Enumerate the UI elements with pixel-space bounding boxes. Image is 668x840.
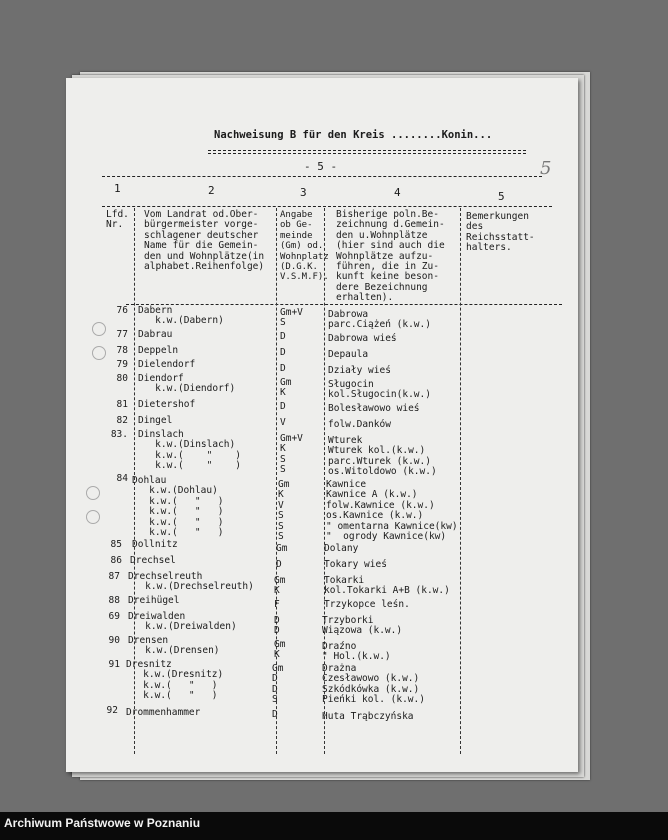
row-88-nr: 88 <box>108 595 120 606</box>
column-number-3: 3 <box>300 186 307 199</box>
row-76-nr: 76 <box>116 305 128 316</box>
row-79-nr: 79 <box>116 359 128 370</box>
row-83-type: Gm+V K S S <box>280 433 303 476</box>
handwritten-page-number: 5 <box>540 158 552 179</box>
row-80-german: Diendorf k.w.(Diendorf) <box>138 373 236 395</box>
header-german-name: Vom Landrat od.Ober- bürgermeister vorge- schlagener deutscher Name für die Gemein- den und Wohnplätze(in alphabet.Reihenfolge) <box>144 209 265 273</box>
row-81-polish: Bolesławowo wieś <box>328 403 420 414</box>
row-92-type: D <box>272 709 278 720</box>
row-79-type: D <box>280 363 286 374</box>
row-83-nr: 83. <box>110 429 128 440</box>
row-80-nr: 80 <box>116 373 128 384</box>
column-number-1: 1 <box>114 182 121 195</box>
row-78-polish: Depaula <box>328 349 369 360</box>
header-type: Angabe ob Ge- meinde (Gm) od. Wohnplatz (D.G.K. V.S.M.F). <box>280 210 329 283</box>
document-sheet <box>66 78 578 772</box>
page-marker: - 5 - <box>304 160 338 173</box>
row-92-nr: 92 <box>106 705 118 716</box>
row-83-german: Dinslach k.w.(Dinslach) k.w.( " ) k.w.( " ) <box>138 429 241 472</box>
row-87-nr: 87 <box>108 571 120 582</box>
row-69-german: Dreiwalden k.w.(Dreiwalden) <box>128 611 237 633</box>
header-bottom-rule <box>126 304 562 305</box>
row-87-polish: Tokarki kol.Tokarki A+B (k.w.) <box>324 575 450 597</box>
row-78-nr: 78 <box>116 345 128 356</box>
row-82-type: V <box>280 417 286 428</box>
row-90-nr: 90 <box>108 635 120 646</box>
title-underline <box>208 150 526 151</box>
row-77-german: Dabrau <box>138 329 173 340</box>
punch-hole-4 <box>86 510 100 524</box>
row-91-nr: 91 <box>108 659 120 670</box>
row-88-german: Dreihügel <box>128 595 180 606</box>
row-82-nr: 82 <box>116 415 128 426</box>
column-divider-4 <box>460 208 461 754</box>
row-76-type: Gm+V S <box>280 307 303 329</box>
row-78-german: Deppeln <box>138 345 179 356</box>
row-85-german: Dollnitz <box>132 539 178 550</box>
punch-hole-3 <box>86 486 100 500</box>
row-91-german: Dresnitz k.w.(Dresnitz) k.w.( " ) k.w.( " ) <box>126 659 224 702</box>
row-91-polish: Drażna Czesławowo (k.w.) Szkódkówka (k.w.) Pieńki kol. (k.w.) <box>322 663 425 706</box>
row-79-polish: Działy wieś <box>328 365 391 376</box>
row-69-polish: Trzyborki Wiązowa (k.w.) <box>322 615 403 637</box>
row-92-polish: Huta Trąbczyńska <box>322 711 414 722</box>
row-86-nr: 86 <box>110 555 122 566</box>
row-84-german: Dohlau k.w.(Dohlau) k.w.( " ) k.w.( " ) k.w.( " ) k.w.( " ) <box>132 475 224 539</box>
row-85-nr: 85 <box>110 539 122 550</box>
row-82-german: Dingel <box>138 415 173 426</box>
row-90-german: Drensen k.w.(Drensen) <box>128 635 220 657</box>
row-76-german: Dabern k.w.(Dabern) <box>138 305 224 327</box>
row-84-type: Gm K V S S S <box>278 479 290 543</box>
row-81-german: Dietershof <box>138 399 196 410</box>
row-87-german: Drechselreuth k.w.(Drechselreuth) <box>128 571 254 593</box>
row-85-polish: Dolany <box>324 543 359 554</box>
row-81-type: D <box>280 401 286 412</box>
row-82-polish: folw.Danków <box>328 419 391 430</box>
column-number-rule <box>102 206 552 207</box>
table-top-rule <box>102 176 542 177</box>
title-underline-2 <box>208 153 526 154</box>
row-86-type: D <box>276 559 282 570</box>
row-84-nr: 84 <box>116 473 128 484</box>
row-91-type: Gm D D S <box>272 663 284 706</box>
row-80-type: Gm K <box>280 377 292 399</box>
row-83-polish: Wturek Wturek kol.(k.w.) parc.Wturek (k.w.) os.Witoldowo (k.w.) <box>328 435 437 478</box>
row-88-polish: Trzykopce leśn. <box>324 599 410 610</box>
row-90-type: Gm K <box>274 639 286 661</box>
header-remarks: Bemerkungen des Reichsstatt- halters. <box>466 211 535 254</box>
row-77-polish: Dabrowa wieś <box>328 333 397 344</box>
document-title: Nachweisung B für den Kreis ........Konin... <box>214 129 493 141</box>
column-number-2: 2 <box>208 184 215 197</box>
column-number-5: 5 <box>498 190 505 203</box>
row-86-german: Drechsel <box>130 555 176 566</box>
column-number-4: 4 <box>394 186 401 199</box>
row-84-polish: Kawnice Kawnice A (k.w.) folw.Kawnice (k.w.) os.Kawnice (k.w.) " omentarna Kawnice(kw) " ogrody Kawnice(kw) <box>326 479 458 543</box>
row-69-type: D D <box>274 615 280 637</box>
header-polish-name: Bisherige poln.Be- zeichnung d.Gemein- den u.Wohnplätze (hier sind auch die Wohnplätze aufzu- führen, die in Zu- kunft keine beson- dere Bezeichnung erhalten). <box>336 209 445 304</box>
row-88-type: F <box>274 599 280 610</box>
row-92-german: Drommenhammer <box>126 707 201 718</box>
row-69-nr: 69 <box>108 611 120 622</box>
row-79-german: Dielendorf <box>138 359 196 370</box>
row-77-type: D <box>280 331 286 342</box>
row-86-polish: Tokary wieś <box>324 559 387 570</box>
row-76-polish: Dabrowa parc.Ciążeń (k.w.) <box>328 309 431 331</box>
archive-footer-label: Archiwum Państwowe w Poznaniu <box>4 816 201 830</box>
row-80-polish: Sługocin kol.Sługocin(k.w.) <box>328 379 431 401</box>
row-90-polish: Draźno " Hol.(k.w.) <box>322 641 391 663</box>
row-85-type: Gm <box>276 543 288 554</box>
row-81-nr: 81 <box>116 399 128 410</box>
header-lfd-nr: Lfd. Nr. <box>106 209 129 231</box>
row-87-type: Gm K <box>274 575 286 597</box>
row-77-nr: 77 <box>116 329 128 340</box>
row-78-type: D <box>280 347 286 358</box>
